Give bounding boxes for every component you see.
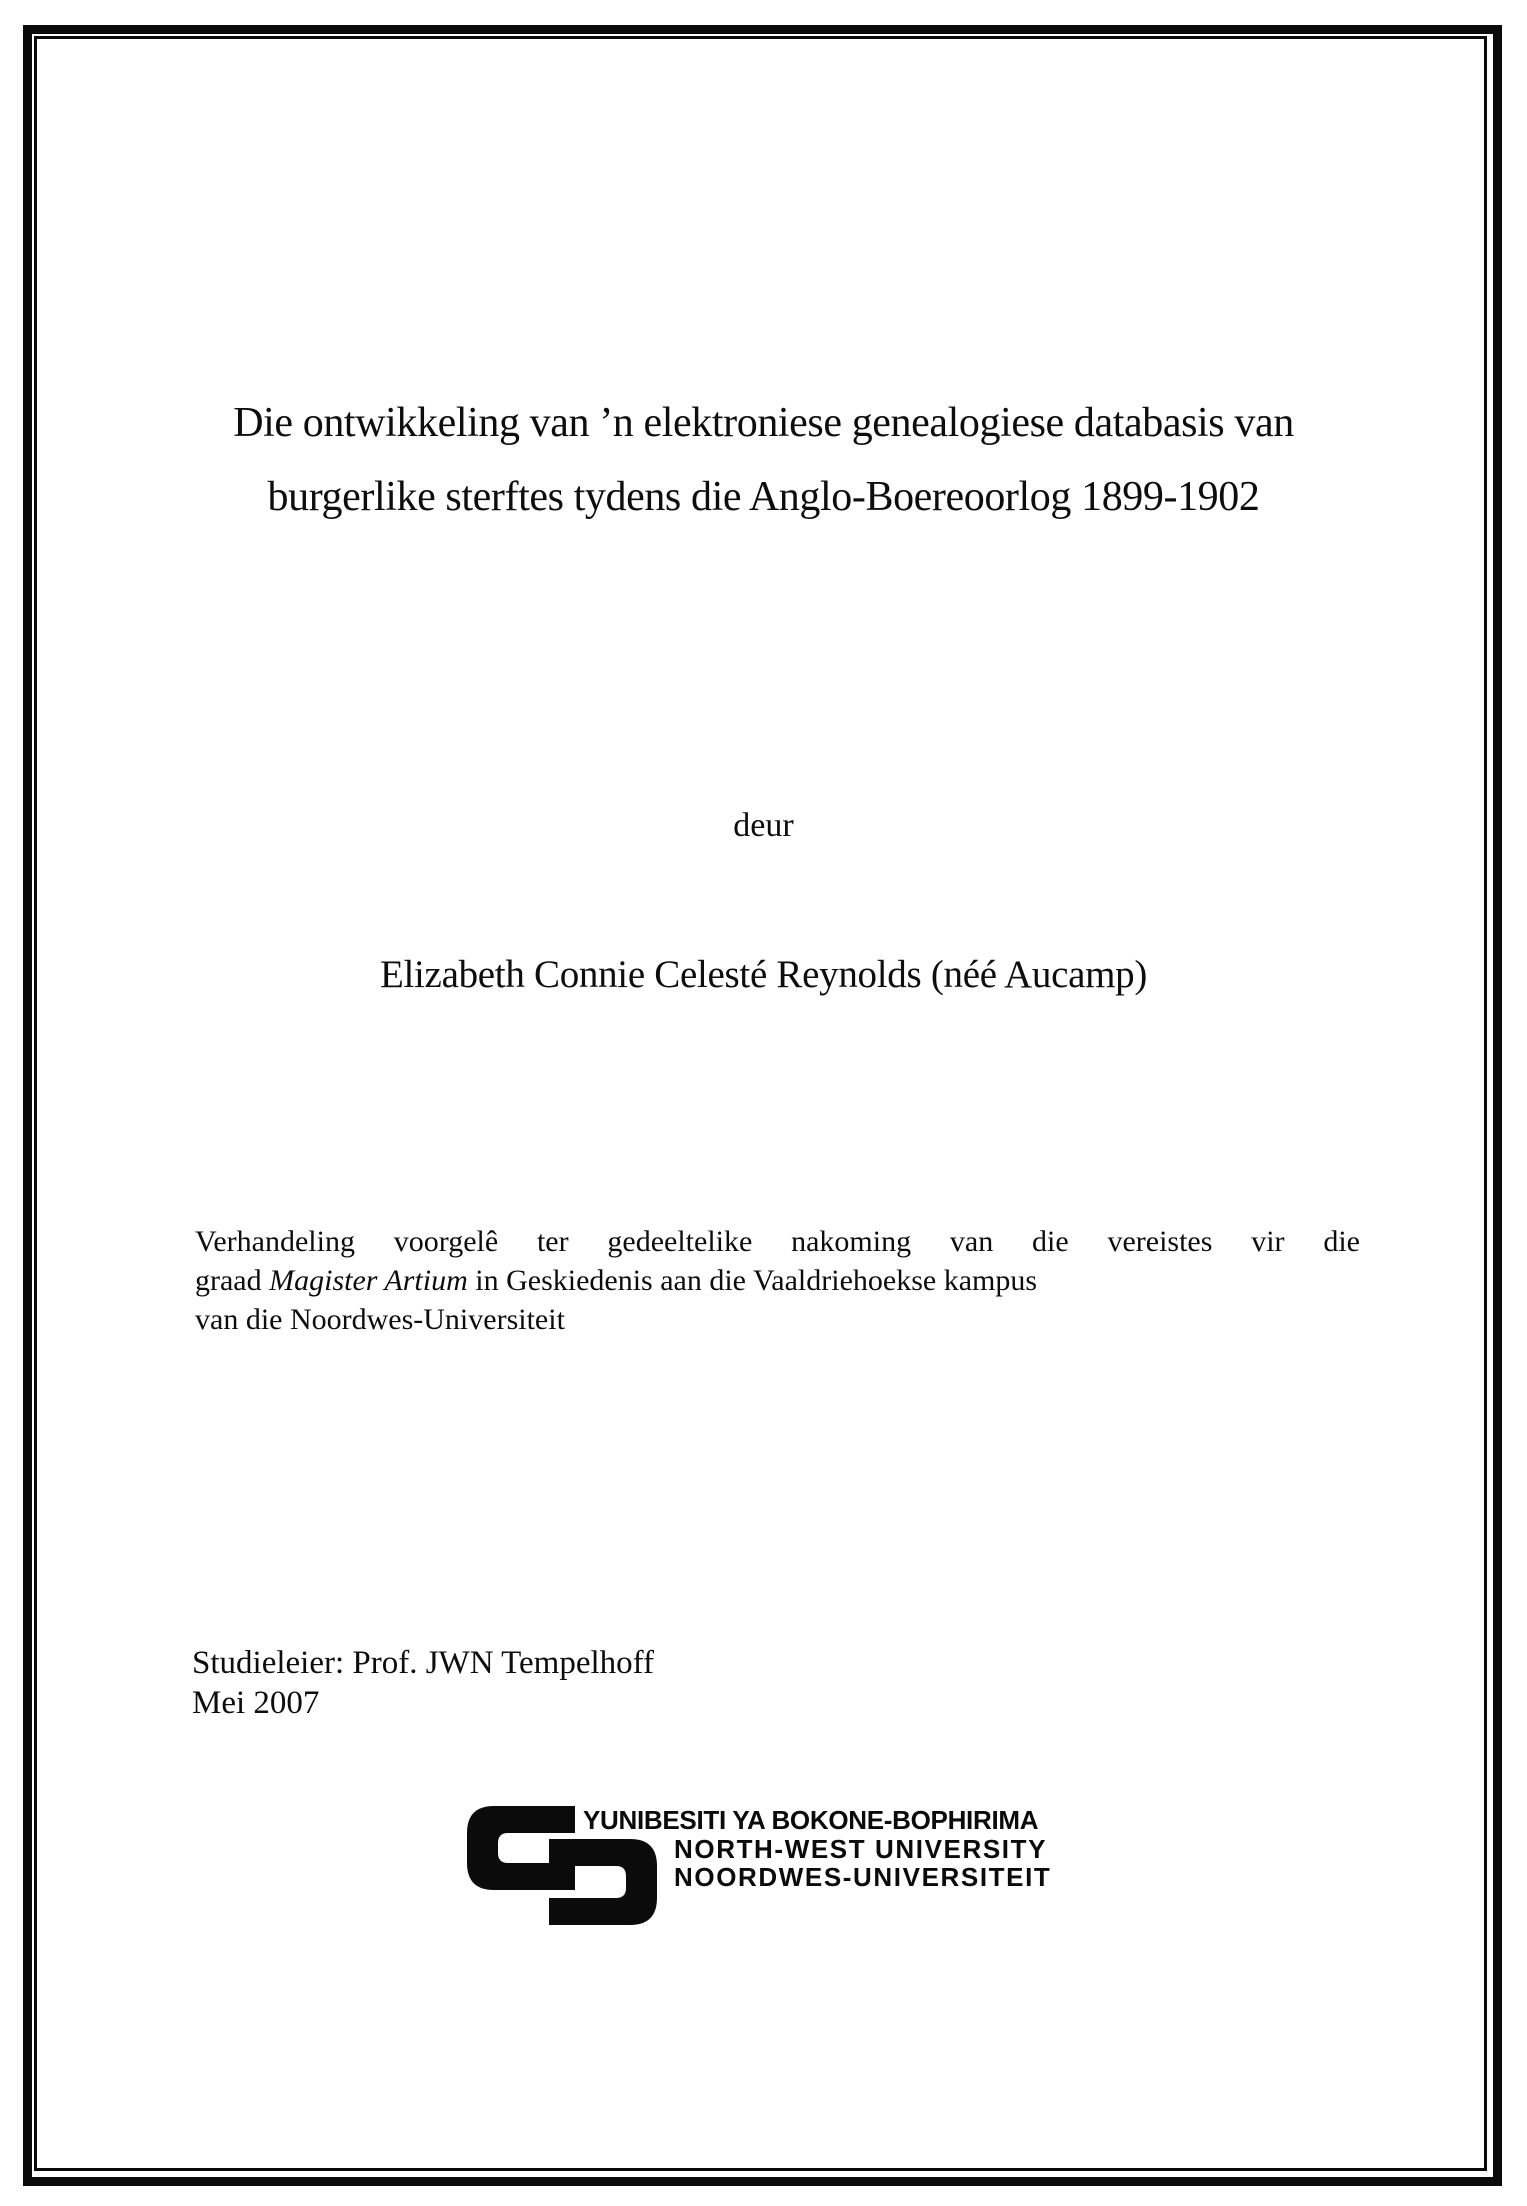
submission-line2	[195, 1261, 1360, 1300]
page-title-line2: burgerlike sterftes tydens die Anglo-Boereoorlog 1899-1902	[267, 474, 1260, 520]
date-line: Mei 2007	[192, 1685, 320, 1721]
submission-statement	[195, 1222, 1360, 1339]
author-name: Elizabeth Connie Celesté Reynolds (néé Aucamp)	[379, 953, 1148, 996]
logo-text-setswana: YUNIBESITI YA BOKONE-BOPHIRIMA	[583, 1805, 1039, 1835]
logo-text-english: NORTH-WEST UNIVERSITY	[674, 1833, 1048, 1864]
page-title-line1: Die ontwikkeling van ’n elektroniese genealogiese databasis van	[233, 400, 1294, 446]
supervisor-block	[192, 1643, 654, 1723]
supervisor-line: Studieleier: Prof. JWN Tempelhoff	[192, 1645, 655, 1681]
logo-text-afrikaans: NOORDWES-UNIVERSITEIT	[674, 1862, 1052, 1892]
submission-line1: Verhandeling voorgelê ter gedeeltelike nakoming van die vereistes vir die	[195, 1225, 1360, 1258]
submission-line3: van die Noordwes-Universiteit	[195, 1303, 565, 1336]
submission-line2-pre: graad	[195, 1264, 270, 1297]
submission-line2-post: in Geskiedenis aan die Vaaldriehoekse kampus	[467, 1264, 1038, 1297]
university-logo	[467, 1804, 1107, 1944]
degree-name: Magister Artium	[269, 1264, 468, 1297]
university-logo-text	[583, 1806, 1051, 1892]
byline-label: deur	[733, 807, 794, 844]
